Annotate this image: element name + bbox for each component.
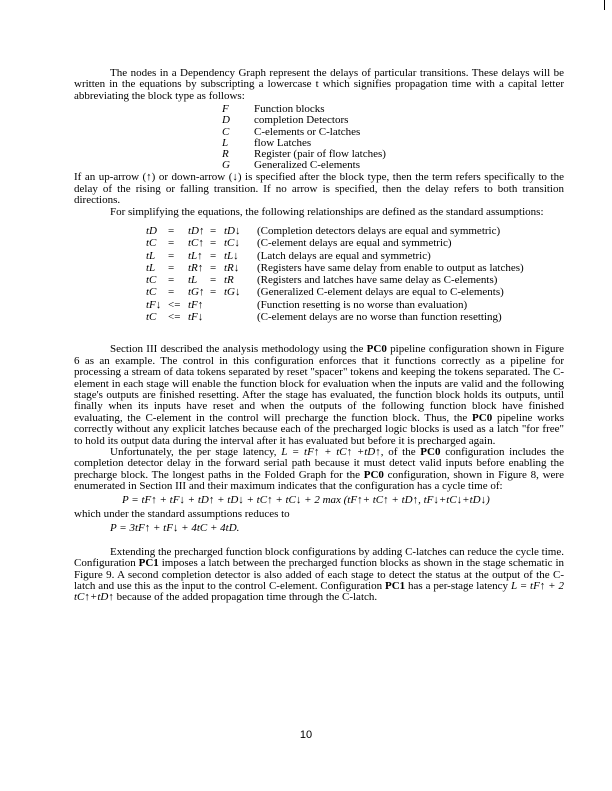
config-name: PC0 <box>366 343 387 356</box>
assumption-rhs1: tC↑ <box>188 237 204 250</box>
config-name: PC0 <box>420 446 441 458</box>
code-meaning: completion Detectors <box>254 114 349 127</box>
text-run: configuration includes the completion detector delay in the forward serial path because it must detect valid inputs before enabling the precharge block. The longest paths in the Folded Graph for the <box>74 446 565 481</box>
assumption-op: = <box>168 224 175 237</box>
assumption-rhs1: tL <box>188 274 198 287</box>
section-iii-paragraph <box>74 344 564 447</box>
assumption-op2: = <box>210 237 217 250</box>
assumption-rhs2: tG↓ <box>224 286 241 299</box>
assumption-op2: = <box>210 249 217 262</box>
assumption-rhs1: tL↑ <box>188 249 203 262</box>
assumption-lhs: tC <box>146 274 157 287</box>
assumption-op: = <box>168 237 175 250</box>
page-edge-mark <box>604 0 605 10</box>
assumption-row <box>146 312 564 324</box>
text-run: has a per-stage latency <box>405 580 511 593</box>
assumption-note: (Registers have same delay from enable to output as latches) <box>257 261 524 274</box>
assumption-rhs2: tR↓ <box>224 261 240 274</box>
code-meaning: flow Latches <box>254 136 312 149</box>
code-letter: G <box>222 159 230 172</box>
assumption-op: = <box>168 261 175 274</box>
code-letter: R <box>222 147 229 160</box>
config-name: PC1 <box>138 557 159 570</box>
page-body <box>74 68 564 604</box>
text-run: because of the added propagation time through the C-latch. <box>113 591 378 604</box>
assumption-op: = <box>168 286 175 299</box>
assumption-rhs1: tD↑ <box>188 224 205 237</box>
latency-paragraph <box>74 447 564 493</box>
config-name: PC0 <box>363 468 384 481</box>
assumption-op2: = <box>210 261 217 274</box>
reduces-line: which under the standard assumptions reduces to <box>74 508 290 521</box>
assumption-op2: = <box>210 224 217 237</box>
code-letter: C <box>222 125 230 138</box>
assumption-row <box>146 251 564 263</box>
config-name: PC0 <box>472 411 493 424</box>
assumption-note: (Function resetting is no worse than evaluation) <box>257 298 468 311</box>
code-row <box>222 160 564 171</box>
reduced-equation: P = 3tF↑ + tF↓ + 4tC + 4tD. <box>110 522 240 535</box>
assumption-rhs1: tF↑ <box>188 298 204 311</box>
assumption-rhs2 <box>224 300 257 312</box>
assumption-lhs: tC <box>146 237 157 250</box>
code-row <box>222 115 564 126</box>
assumption-op2: = <box>210 286 217 299</box>
assumption-rhs1: tF↓ <box>188 311 204 324</box>
code-letter: L <box>222 136 229 149</box>
assumption-rhs2: tR <box>224 274 234 287</box>
assumption-row <box>146 287 564 299</box>
assumption-row <box>146 238 564 250</box>
assumption-op2 <box>210 312 224 324</box>
latency-formula: L = tF↑ + 2 tC↑+tD↑ <box>74 580 564 604</box>
pc1-paragraph <box>74 547 564 604</box>
assumption-note: (Latch delays are equal and symmetric) <box>257 249 431 262</box>
assumption-note: (C-element delays are no worse than function resetting) <box>257 311 502 324</box>
assumptions-intro: For simplifying the equations, the following relationships are defined as the standard assumptions: <box>110 205 544 218</box>
assumption-rhs2: tC↓ <box>224 237 240 250</box>
intro-paragraph: The nodes in a Dependency Graph represent the delays of particular transitions. These delays will be written in the equations by subscripting a lowercase t which signifies propagation time with a capital letter abbreviating the block type as follows: <box>74 67 564 102</box>
code-meaning: C-elements or C-latches <box>254 125 361 138</box>
assumption-op: = <box>168 249 175 262</box>
assumption-lhs: tD <box>146 224 157 237</box>
text-run: , of the <box>380 446 421 458</box>
assumption-lhs: tL <box>146 249 156 262</box>
text-run: Section III described the analysis methodology using the <box>110 343 367 356</box>
code-meaning: Generalized C-elements <box>254 159 360 172</box>
assumptions-table <box>146 226 564 324</box>
block-type-code-list <box>222 104 564 171</box>
assumption-op: <= <box>168 298 181 311</box>
text-run: pipeline works correctly without any explicit latches because each of the precharged logic blocks is used as a latch "for free" to hold its output data during the interval after it has evaluated but before it is precharged again. <box>74 411 565 447</box>
assumption-op2: = <box>210 274 217 287</box>
text-run: Unfortunately, the per stage latency, <box>110 446 282 458</box>
assumption-note: (Completion detectors delays are equal and symmetric) <box>257 224 501 237</box>
assumption-lhs: tF↓ <box>146 298 162 311</box>
assumption-rhs1: tG↑ <box>188 286 205 299</box>
text-run: Extending the precharged function block configurations by adding C-latches can reduce the cycle time. Configuration <box>74 545 564 570</box>
config-name: PC1 <box>384 580 406 593</box>
code-letter: F <box>222 103 229 116</box>
assumption-op2 <box>210 300 224 312</box>
text-run: imposes a latch between the precharged function blocks as shown in the stage schematic in Figure 9. A second completion detector is also added of each stage to detect the status at the output of the C-latch and use this as the input to the control C-element. Configuration <box>74 557 565 593</box>
assumption-lhs: tC <box>146 286 157 299</box>
code-meaning: Register (pair of flow latches) <box>254 147 386 160</box>
text-run: configuration, shown in Figure 8, were enumerated in Section III and their maximum indicates that the configuration has a cycle time of: <box>74 468 564 493</box>
assumption-op: <= <box>168 311 181 324</box>
assumption-rhs2: tL↓ <box>224 249 239 262</box>
code-meaning: Function blocks <box>254 103 325 116</box>
latency-formula: L = tF↑ + tC↑ +tD↑ <box>281 446 381 458</box>
assumption-rhs2: tD↓ <box>224 224 241 237</box>
assumption-op: = <box>168 274 175 287</box>
cycle-time-equation: P = tF↑ + tF↓ + tD↑ + tD↓ + tC↑ + tC↓ + 2 max (tF↑+ tC↑ + tD↑, tF↓+tC↓+tD↓) <box>122 493 490 506</box>
assumption-rhs2 <box>224 312 257 324</box>
code-letter: D <box>222 114 230 127</box>
assumption-note: (Generalized C-element delays are equal to C-elements) <box>257 286 504 299</box>
assumption-rhs1: tR↑ <box>188 261 204 274</box>
assumption-lhs: tL <box>146 261 156 274</box>
text-run: pipeline configuration shown in Figure 6 as an example. The control in this configuration enforces that it functions correctly as a pipeline for processing a stream of data tokens separated by reset "spacer" tokens and keeping the tokens separated. The C-element in each stage will enable the function block for evaluation when the inputs are valid and the following stage's outputs are finished resetting. After the stage has evaluated, the function block holds its outputs, until finally when its inputs have reset and when the outputs of the following function block have finished evaluating, the C-element in the control will precharge the function block. Thus, the <box>74 343 564 424</box>
assumption-note: (Registers and latches have same delay as C-elements) <box>257 274 498 287</box>
arrow-paragraph: If an up-arrow (↑) or down-arrow (↓) is specified after the block type, then the term refers specifically to the delay of the rising or falling transition. If no arrow is specified, then the delay refers to both transition directions. <box>74 171 564 207</box>
assumption-note: (C-element delays are equal and symmetric) <box>257 237 452 250</box>
page-number: 10 <box>299 729 313 741</box>
assumption-lhs: tC <box>146 311 157 324</box>
